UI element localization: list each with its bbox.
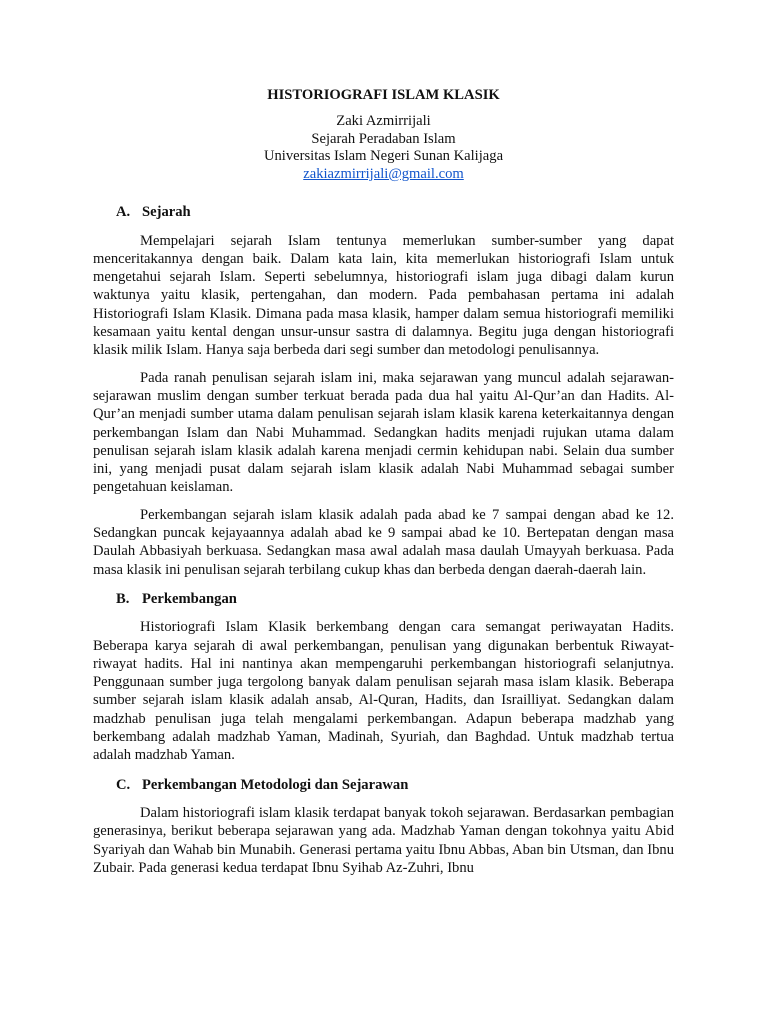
section-letter: B.	[116, 590, 130, 607]
section-letter: A.	[116, 204, 131, 221]
paragraph: Dalam historiografi islam klasik terdapat banyak tokoh sejarawan. Berdasarkan pembagian generasinya, berikut beberapa sejarawan yang ada. Madzhab Yaman dengan tokohnya yaitu Abid Syariyah dan Wahab bin Munabih. Generasi pertama yaitu Ibnu Abbas, Aban bin Utsman, dan Ibnu Zubair. Pada generasi kedua terdapat Ibnu Syihab Az-Zuhri, Ibnu	[93, 804, 674, 876]
section-heading-sejarah	[93, 203, 674, 221]
author-email-link[interactable]: zakiazmirrijali@gmail.com	[303, 165, 464, 182]
section-title: Sejarah	[142, 204, 191, 221]
author-department: Sejarah Peradaban Islam	[311, 130, 456, 147]
section-title: Perkembangan	[142, 590, 237, 607]
author-name: Zaki Azmirrijali	[336, 113, 431, 130]
paragraph: Perkembangan sejarah islam klasik adalah pada abad ke 7 sampai dengan abad ke 12. Sedangkan puncak kejayaannya adalah abad ke 9 sampai abad ke 10. Bertepatan dengan masa Daulah Abbasiyah berkuasa. Sedangkan masa awal adalah masa daulah Umayyah berkuasa. Pada masa klasik ini penulisan sejarah terbilang cukup khas dan berbeda dengan daerah-daerah lain.	[93, 506, 674, 578]
document-title: HISTORIOGRAFI ISLAM KLASIK	[267, 87, 500, 103]
section-heading-perkembangan	[93, 590, 674, 608]
section-title: Perkembangan Metodologi dan Sejarawan	[142, 776, 409, 793]
section-letter: C.	[116, 776, 131, 793]
paragraph: Historiografi Islam Klasik berkembang dengan cara semangat periwayatan Hadits. Beberapa karya sejarah di awal perkembangan, penulisan yang digunakan berbentuk Riwayat-riwayat hadits. Hal ini nantinya akan mempengaruhi perkembangan historiografi selanjutnya. Penggunaan sumber juga tergolong banyak dalam penulisan sejarah masa islam klasik. Beberapa sumber sejarah islam klasik adalah ansab, Al-Quran, Hadits, dan Israilliyat. Sedangkan dalam madzhab penulisan juga telah mengalami perkembangan. Adapun beberapa madzhab yang berkembang adalah madzhab Yaman, Madinah, Syuriah, dan Baghdad. Untuk madzhab tertua adalah madzhab Yaman.	[93, 619, 674, 764]
author-university: Universitas Islam Negeri Sunan Kalijaga	[263, 148, 504, 165]
author-block	[93, 113, 674, 183]
document-page	[93, 86, 674, 886]
paragraph: Pada ranah penulisan sejarah islam ini, maka sejarawan yang muncul adalah sejarawan-sejarawan muslim dengan sumber terkuat berada pada dua hal yaitu Al-Qur’an dan Hadits. Al-Qur’an menjadi sumber utama dalam penulisan sejarah islam klasik karena keterkaitannya dengan perkembangan Islam dan Nabi Muhammad. Sedangkan hadits menjadi rujukan utama dalam penulisan sejarah islam klasik adalah karena menjadi cermin kehidupan nabi. Selain dua sumber ini, yang menjadi pusat dalam sejarah islam klasik adalah Nabi Muhammad sebagai sumber pengetahuan keislaman.	[93, 369, 674, 496]
section-heading-metodologi	[93, 776, 674, 794]
paragraph: Mempelajari sejarah Islam tentunya memerlukan sumber-sumber yang dapat menceritakannya dengan baik. Dalam kata lain, kita memerlukan historiografi Islam untuk mengetahui sejarah Islam. Seperti sebelumnya, historiografi islam juga dibagi dalam kurun waktunya yaitu klasik, pertengahan, dan modern. Pada pembahasan pertama ini adalah Historiografi Islam Klasik. Dimana pada masa klasik, hamper dalam semua historiografi memiliki kesamaan yaitu kental dengan unsur-unsur sastra di dalamnya. Begitu juga dengan historiografi klasik milik Islam. Hanya saja berbeda dari segi sumber dan metodologi penulisannya.	[93, 232, 674, 359]
